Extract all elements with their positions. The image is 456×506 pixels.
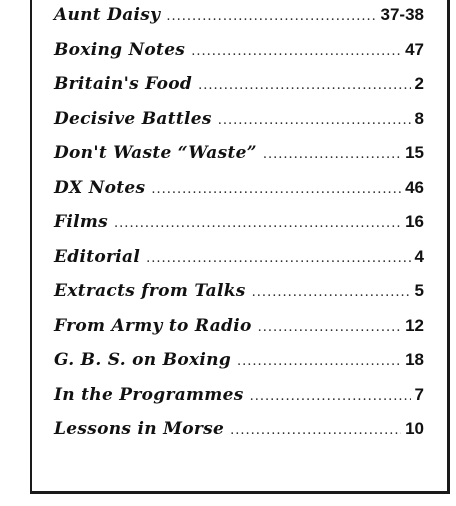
dot-leader — [218, 113, 411, 128]
contents-index — [54, 5, 424, 454]
dot-leader — [250, 389, 411, 404]
index-entry — [54, 385, 424, 420]
entry-title: Films — [54, 212, 109, 232]
dot-leader — [237, 354, 401, 369]
entry-title: Lessons in Morse — [54, 419, 225, 439]
index-entry — [54, 247, 424, 282]
index-entry — [54, 316, 424, 351]
entry-page: 37-38 — [380, 5, 424, 24]
dot-leader — [114, 216, 401, 231]
entry-title: Don't Waste “Waste” — [54, 143, 257, 163]
entry-page: 12 — [405, 315, 424, 335]
dot-leader — [263, 147, 401, 162]
dot-leader — [151, 182, 401, 197]
index-entry — [54, 281, 424, 316]
index-entry — [54, 212, 424, 247]
entry-title: DX Notes — [54, 177, 146, 198]
entry-page: 2 — [414, 74, 424, 93]
entry-title: Extracts from Talks — [54, 281, 246, 301]
entry-title: Aunt Daisy — [54, 5, 161, 25]
index-entry — [54, 350, 424, 385]
index-entry — [54, 419, 424, 454]
dot-leader — [252, 285, 411, 300]
index-entry — [54, 74, 424, 109]
index-entry — [54, 143, 424, 178]
dot-leader — [146, 251, 410, 266]
entry-title: G. B. S. on Boxing — [54, 350, 232, 370]
dot-leader — [166, 9, 376, 24]
index-entry — [54, 5, 424, 40]
dot-leader — [191, 44, 401, 59]
entry-title: Britain's Food — [54, 74, 193, 94]
entry-page: 5 — [414, 281, 424, 300]
entry-page: 8 — [414, 108, 424, 128]
index-entry — [54, 178, 424, 213]
entry-title: From Army to Radio — [54, 315, 252, 336]
entry-page: 4 — [414, 246, 424, 266]
entry-page: 47 — [405, 39, 424, 59]
entry-title: In the Programmes — [54, 384, 244, 405]
entry-page: 16 — [405, 212, 424, 231]
entry-page: 15 — [405, 143, 424, 162]
entry-page: 7 — [414, 384, 424, 404]
entry-page: 10 — [405, 419, 424, 438]
entry-page: 18 — [405, 350, 424, 369]
index-entry — [54, 40, 424, 75]
index-entry — [54, 109, 424, 144]
dot-leader — [230, 423, 401, 438]
dot-leader — [258, 320, 401, 335]
entry-title: Editorial — [54, 246, 141, 267]
entry-title: Boxing Notes — [54, 39, 186, 60]
dot-leader — [198, 78, 410, 93]
entry-title: Decisive Battles — [54, 108, 212, 129]
entry-page: 46 — [405, 177, 424, 197]
